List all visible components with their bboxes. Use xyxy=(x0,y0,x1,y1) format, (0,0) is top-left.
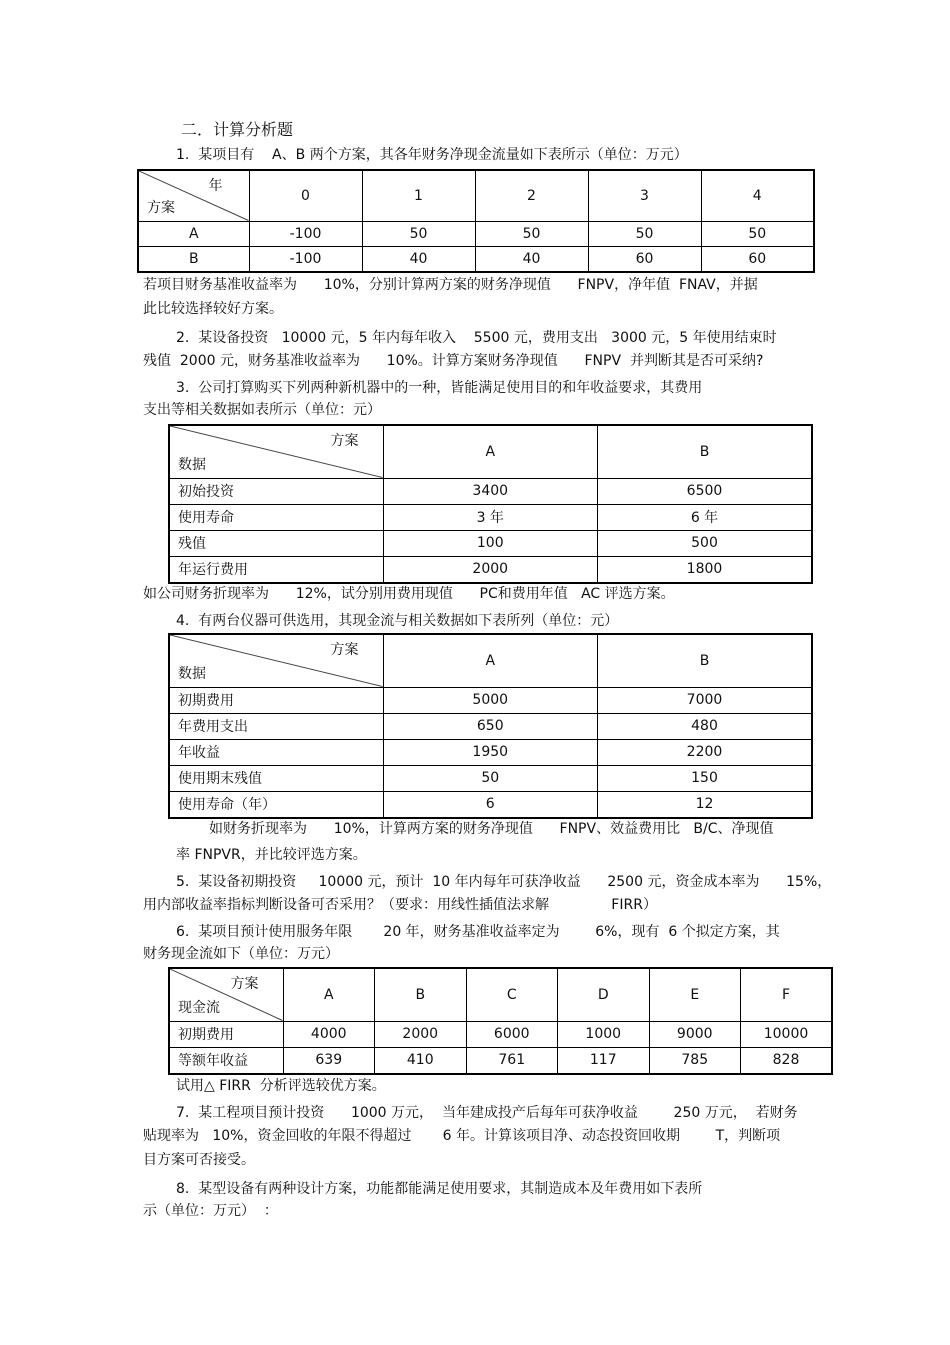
table-row xyxy=(138,246,814,272)
q5-line: 用内部收益率指标判断设备可否采用？（要求：用线性插值法求解 FIRR） xyxy=(143,897,657,913)
table-cell: 785 xyxy=(649,1047,741,1074)
q6-col-header: E xyxy=(649,968,741,1021)
q4-corner-bottom: 数据 xyxy=(178,665,206,682)
table-cell: 6 年 xyxy=(598,504,813,530)
table-cell: -100 xyxy=(249,221,362,246)
q7-line: 7. 某工程项目预计投资 1000 万元， 当年建成投产后每年可获净收益 250 万元， 若财务 xyxy=(176,1105,798,1121)
table-cell: 2200 xyxy=(598,739,813,765)
table-cell: 650 xyxy=(383,713,598,739)
table-row xyxy=(138,221,814,246)
table-row xyxy=(169,791,812,818)
table-cell: 2000 xyxy=(375,1021,467,1047)
table-row xyxy=(169,1047,832,1074)
q6-col-header: C xyxy=(466,968,558,1021)
q2-line: 残值 2000 元，财务基准收益率为 10%。计算方案财务净现值 FNPV 并判断其是否可采纳? xyxy=(143,353,764,369)
section-heading: 二．计算分析题 xyxy=(181,120,294,139)
q4-corner-cell xyxy=(169,634,383,687)
q1-year-header: 0 xyxy=(249,170,362,221)
table-cell: 1800 xyxy=(598,556,813,583)
row-label: 使用寿命（年） xyxy=(169,791,383,818)
table-cell: 40 xyxy=(362,246,475,272)
table-cell: 6 xyxy=(383,791,598,818)
q6-col-header: A xyxy=(283,968,375,1021)
q6-corner-cell xyxy=(169,968,283,1021)
table-row xyxy=(169,556,812,583)
table-row xyxy=(169,478,812,504)
table-row xyxy=(169,765,812,791)
table-cell: 117 xyxy=(558,1047,650,1074)
row-label: B xyxy=(138,246,249,272)
q1-corner-cell xyxy=(138,170,249,221)
table-cell: 50 xyxy=(701,221,814,246)
row-label: 初期费用 xyxy=(169,687,383,713)
row-label: 使用寿命 xyxy=(169,504,383,530)
q3-col-header: B xyxy=(598,425,813,478)
q3-line: 3. 公司打算购买下列两种新机器中的一种，皆能满足使用目的和年收益要求，其费用 xyxy=(176,380,703,396)
table-cell: 761 xyxy=(466,1047,558,1074)
table-cell: 60 xyxy=(701,246,814,272)
q1-corner-top: 年 xyxy=(208,178,223,194)
table-row xyxy=(169,713,812,739)
q1-year-header: 4 xyxy=(701,170,814,221)
q6-line: 6. 某项目预计使用服务年限 20 年，财务基准收益率定为 6%，现有 6 个拟定方案，其 xyxy=(176,924,780,940)
q6-corner-bottom: 现金流 xyxy=(178,999,220,1016)
table-cell: -100 xyxy=(249,246,362,272)
table-cell: 9000 xyxy=(649,1021,741,1047)
q2-line: 2. 某设备投资 10000 元，5 年内每年收入 5500 元，费用支出 3000 元，5 年使用结束时 xyxy=(176,330,777,346)
q7-line: 目方案可否接受。 xyxy=(143,1152,255,1168)
table-cell: 410 xyxy=(375,1047,467,1074)
row-label: A xyxy=(138,221,249,246)
q3-corner-bottom: 数据 xyxy=(178,456,206,473)
table-cell: 4000 xyxy=(283,1021,375,1047)
q5-line: 5. 某设备初期投资 10000 元，预计 10 年内每年可获净收益 2500 元，资金成本率为 15%， xyxy=(176,874,832,890)
q1-table xyxy=(137,169,815,273)
table-cell: 5000 xyxy=(383,687,598,713)
table-cell: 480 xyxy=(598,713,813,739)
q4-col-header: B xyxy=(598,634,813,687)
row-label: 年收益 xyxy=(169,739,383,765)
table-cell: 1950 xyxy=(383,739,598,765)
row-label: 年费用支出 xyxy=(169,713,383,739)
q3-corner-top: 方案 xyxy=(330,433,359,449)
table-cell: 6500 xyxy=(598,478,813,504)
table-cell: 50 xyxy=(362,221,475,246)
q1-year-header: 2 xyxy=(475,170,588,221)
q4-question-line: 率 FNPVR，并比较评选方案。 xyxy=(176,847,367,863)
q3-line: 支出等相关数据如表所示（单位：元） xyxy=(143,402,381,418)
table-row xyxy=(169,1021,832,1047)
row-label: 年运行费用 xyxy=(169,556,383,583)
q3-col-header: A xyxy=(383,425,598,478)
q8-line: 示（单位：万元） ： xyxy=(143,1203,278,1219)
q1-intro: 1. 某项目有 A、B 两个方案，其各年财务净现金流量如下表所示（单位：万元） xyxy=(176,147,688,163)
q6-col-header: D xyxy=(558,968,650,1021)
table-cell: 828 xyxy=(741,1047,833,1074)
q6-col-header: F xyxy=(741,968,833,1021)
table-cell: 60 xyxy=(588,246,701,272)
q6-col-header: B xyxy=(375,968,467,1021)
table-cell: 2000 xyxy=(383,556,598,583)
table-cell: 6000 xyxy=(466,1021,558,1047)
table-cell: 50 xyxy=(475,221,588,246)
q1-question-line: 若项目财务基准收益率为 10%，分别计算两方案的财务净现值 FNPV，净年值 FNAV，并据 xyxy=(143,277,758,293)
row-label: 初期费用 xyxy=(169,1021,283,1047)
table-row xyxy=(169,739,812,765)
table-row xyxy=(169,530,812,556)
table-cell: 639 xyxy=(283,1047,375,1074)
row-label: 初始投资 xyxy=(169,478,383,504)
table-cell: 12 xyxy=(598,791,813,818)
table-cell: 10000 xyxy=(741,1021,833,1047)
table-cell: 150 xyxy=(598,765,813,791)
table-cell: 500 xyxy=(598,530,813,556)
q8-line: 8. 某型设备有两种设计方案，功能都能满足使用要求，其制造成本及年费用如下表所 xyxy=(176,1181,703,1197)
q1-year-header: 3 xyxy=(588,170,701,221)
q3-corner-cell xyxy=(169,425,383,478)
q4-table xyxy=(168,633,813,819)
q1-corner-bottom: 方案 xyxy=(147,199,175,216)
q4-col-header: A xyxy=(383,634,598,687)
row-label: 残值 xyxy=(169,530,383,556)
table-row xyxy=(169,687,812,713)
table-row xyxy=(169,504,812,530)
table-cell: 3 年 xyxy=(383,504,598,530)
row-label: 等额年收益 xyxy=(169,1047,283,1074)
table-cell: 1000 xyxy=(558,1021,650,1047)
table-cell: 100 xyxy=(383,530,598,556)
q1-question-line: 此比较选择较好方案。 xyxy=(143,301,283,317)
table-cell: 7000 xyxy=(598,687,813,713)
q6-line: 财务现金流如下（单位：万元） xyxy=(143,946,339,962)
q6-question-line: 试用△ FIRR 分析评选较优方案。 xyxy=(176,1078,386,1094)
q6-table xyxy=(168,967,833,1075)
table-cell: 40 xyxy=(475,246,588,272)
q4-corner-top: 方案 xyxy=(330,642,359,658)
q7-line: 贴现率为 10%，资金回收的年限不得超过 6 年。计算该项目净、动态投资回收期 T，判断项 xyxy=(143,1128,781,1144)
q4-question-line: 如财务折现率为 10%，计算两方案的财务净现值 FNPV、效益费用比 B/C、净现值 xyxy=(209,821,774,837)
q4-intro: 4. 有两台仪器可供选用，其现金流与相关数据如下表所列（单位：元） xyxy=(176,613,619,629)
q3-table xyxy=(168,424,813,584)
table-cell: 50 xyxy=(588,221,701,246)
row-label: 使用期末残值 xyxy=(169,765,383,791)
table-cell: 50 xyxy=(383,765,598,791)
table-cell: 3400 xyxy=(383,478,598,504)
q3-question-line: 如公司财务折现率为 12%，试分别用费用现值 PC和费用年值 AC 评选方案。 xyxy=(143,586,675,602)
q1-year-header: 1 xyxy=(362,170,475,221)
q6-corner-top: 方案 xyxy=(230,976,259,992)
